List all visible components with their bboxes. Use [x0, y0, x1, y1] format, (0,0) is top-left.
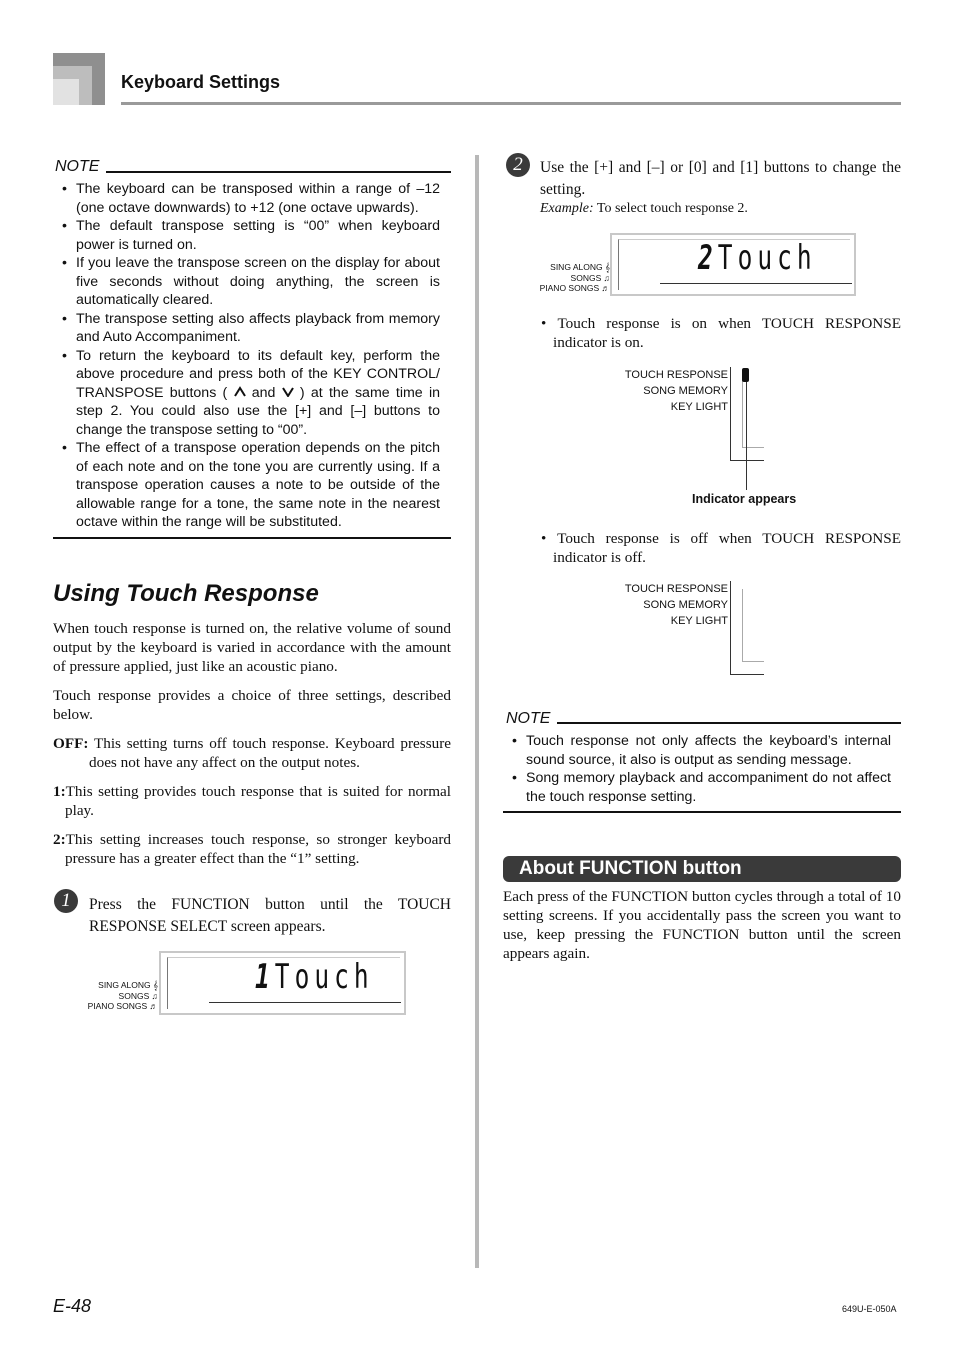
lcd-label-songs: SONGS ♫: [570, 272, 610, 283]
definition-term: 1:: [53, 783, 66, 800]
note-list: [503, 732, 891, 806]
step-1-badge: 1: [54, 889, 78, 913]
paragraph: Touch response provides a choice of three settings, described below.: [53, 687, 451, 723]
music-note-icon: ♬: [149, 1001, 158, 1011]
indicator-frame-left: [730, 367, 731, 460]
header-title: Keyboard Settings: [121, 72, 281, 92]
lcd-readout: [255, 957, 374, 997]
definition-off: [53, 734, 451, 772]
step-2-badge: 2: [506, 153, 530, 177]
indicator-label-key-light: KEY LIGHT: [670, 401, 728, 413]
indicator-lamp: [742, 368, 749, 382]
definition-term: 2:: [53, 831, 66, 848]
note-item: • The effect of a transpose operation depends on the pitch of each note and on the tone you are currently using. If a transpose operation causes a note to be outside of the allowable range for a tone, the same note in the nearest octave within the range will be substituted.: [53, 439, 440, 532]
music-note-icon: ♫: [151, 990, 158, 1001]
indicator-label-song-memory: SONG MEMORY: [643, 385, 728, 397]
definition-1: [53, 782, 451, 820]
indicator-labels: [620, 581, 728, 629]
example-line: [540, 201, 748, 217]
indicator-frame-bottom: [730, 460, 764, 461]
step-2-text: Use the [+] and [–] or [0] and [1] buttons to change the setting.: [540, 159, 901, 198]
lcd-label-sing-along: SING ALONG 𝄞: [98, 980, 158, 990]
touch-off-text: • Touch response is off when TOUCH RESPONSE indicator is off.: [541, 530, 901, 566]
definition-text: This setting increases touch response, so stronger keyboard pressure has a greater effect than the “1” setting.: [65, 831, 451, 867]
lcd-label-sing-along: SING ALONG 𝄞: [550, 262, 610, 272]
lcd-underline: [209, 1002, 401, 1003]
note-text: ) at the same time in step 2. You could also use the [+] and [–] buttons to change the transpose setting to “00”.: [76, 384, 440, 438]
note-end-rule: [503, 811, 901, 813]
indicator-caption: Indicator appears: [692, 492, 797, 506]
definition-term: OFF:: [53, 735, 89, 752]
chevron-down-icon: [282, 385, 294, 401]
document-code: 649U-E-050A: [842, 1304, 897, 1314]
header-rule: [121, 102, 901, 105]
clef-icon: 𝄞: [152, 980, 158, 990]
lcd-underline: [660, 283, 852, 284]
note-rule: [557, 722, 901, 724]
music-note-icon: ♫: [603, 272, 610, 283]
indicator-label-touch-response: TOUCH RESPONSE: [624, 369, 728, 381]
section-body: [53, 619, 451, 878]
note-text: To return the keyboard to its default key, perform the above procedure and press both of the KEY CONTROL/ TRANSPOSE buttons (: [76, 347, 440, 401]
indicator-labels: [620, 367, 728, 415]
note-item: • The transpose setting also affects playback from memory and Auto Accompaniment.: [53, 310, 440, 347]
note-item: • The default transpose setting is “00” when keyboard power is turned on.: [53, 217, 440, 254]
indicator-pointer-line: [746, 382, 747, 490]
lcd-label-piano-songs: PIANO SONGS ♬: [539, 283, 610, 293]
indicator-label-song-memory: SONG MEMORY: [643, 599, 728, 611]
lcd-display: [159, 951, 406, 1015]
note-text: and: [245, 384, 282, 401]
note-item: • Touch response not only affects the keyboard’s internal sound source, it also is output as sending message.: [503, 732, 891, 769]
page-number: E-48: [53, 1296, 92, 1316]
music-note-icon: ♬: [601, 283, 610, 293]
lcd-word: Touch: [717, 238, 817, 278]
lcd-label-songs: SONGS ♫: [118, 990, 158, 1001]
note-list: [53, 180, 440, 532]
paragraph: When touch response is turned on, the relative volume of sound output by the keyboard is varied in accordance with the amount of pressure applied, just like an acoustic piano.: [53, 620, 451, 675]
lcd-mode-labels: [530, 262, 610, 294]
lcd-digit: 2: [698, 238, 718, 278]
note-label: NOTE: [55, 158, 100, 175]
indicator-label-key-light: KEY LIGHT: [670, 615, 728, 627]
lcd-label-piano-songs: PIANO SONGS ♬: [87, 1001, 158, 1011]
lcd-mode-labels: [80, 980, 158, 1012]
note-end-rule: [53, 537, 451, 539]
touch-on-text: • Touch response is on when TOUCH RESPONSE indicator is on.: [541, 315, 901, 351]
header-decoration-inner: [53, 79, 79, 105]
indicator-guide: [742, 375, 743, 447]
note-item-return-key: [53, 347, 440, 440]
indicator-frame-left: [730, 581, 731, 674]
definition-text: This setting turns off touch response. Keyboard pressure does not have any affect on the output notes.: [88, 735, 451, 771]
about-function-heading: About FUNCTION button: [503, 856, 901, 882]
step-1-text: Press the FUNCTION button until the TOUCH RESPONSE SELECT screen appears.: [89, 896, 451, 935]
about-function-text: Each press of the FUNCTION button cycles through a total of 10 setting screens. If you accidentally pass the screen you want to use, keep pressing the FUNCTION button until the screen appears again.: [503, 888, 901, 962]
chevron-up-icon: [234, 385, 246, 401]
definition-2: [53, 830, 451, 868]
clef-icon: 𝄞: [604, 262, 610, 272]
lcd-digit: 1: [255, 957, 275, 997]
note-item: • The keyboard can be transposed within a range of –12 (one octave downwards) to +12 (one octave upwards).: [53, 180, 440, 217]
note-item: • If you leave the transpose screen on the display for about five seconds without doing anything, the screen is automatically cleared.: [53, 254, 440, 310]
lcd-display: [610, 233, 856, 296]
column-divider: [475, 155, 479, 1268]
lcd-word: Touch: [274, 957, 374, 997]
indicator-guide: [742, 589, 743, 661]
example-label: Example:: [540, 201, 594, 216]
lcd-readout: [698, 238, 817, 278]
example-text: To select touch response 2.: [593, 201, 748, 216]
definition-text: This setting provides touch response that is suited for normal play.: [65, 783, 451, 819]
note-label: NOTE: [506, 710, 551, 727]
indicator-label-touch-response: TOUCH RESPONSE: [624, 583, 728, 595]
indicator-guide: [742, 661, 764, 662]
indicator-frame-bottom: [730, 674, 764, 675]
note-item: • Song memory playback and accompaniment do not affect the touch response setting.: [503, 769, 891, 806]
note-rule: [106, 171, 451, 173]
section-title: Using Touch Response: [53, 580, 319, 607]
